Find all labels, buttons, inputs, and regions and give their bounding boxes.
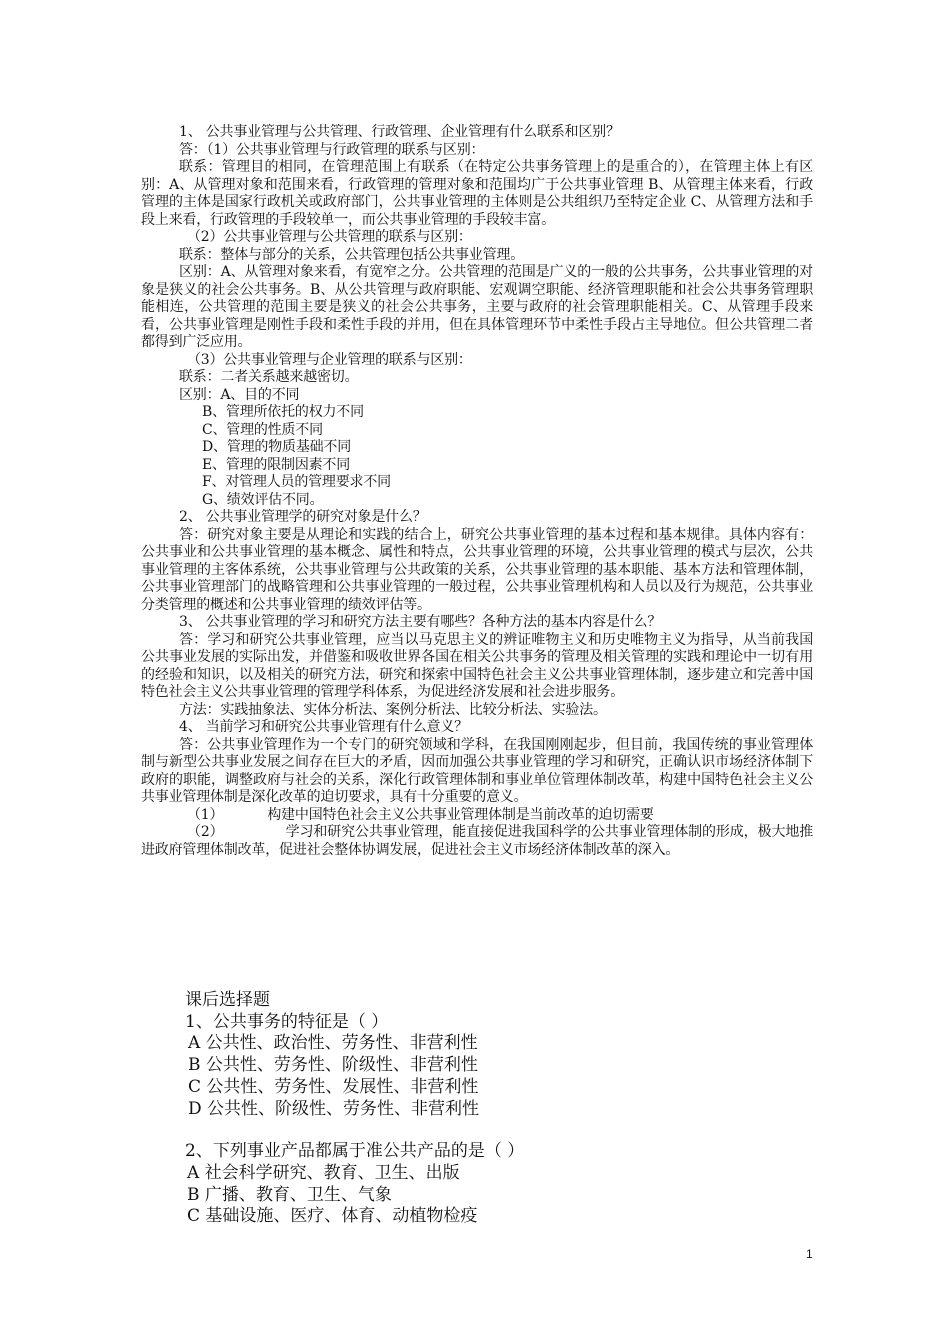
answer-1-part-3-diff-e: E、管理的限制因素不同 — [202, 456, 351, 473]
question-1: 1、 公共事业管理与公共管理、行政管理、企业管理有什么联系和区别？ — [179, 124, 620, 140]
answer-2: 答：研究对象主要是从理论和实践的结合上，研究公共事业管理的基本过程和基本规律。具体内容有：公共事业和公共事业管理的基本概念、属性和特点，公共事业管理的环境，公共事业管理的模式与层次，公共事业管理的主客体系统，公共事业管理与公共政策的关系，公共事业管理的基本职能、基本方法和管理体制，公共事业管理部门的战略管理和公共事业管理的一般过程，公共事业管理机构和人员以及行为规范，公共事业分类管理的概述和公共事业管理的绩效评估等。 — [141, 526, 813, 613]
q1-option-c: C 公共性、劳务性、发展性、非营利性 — [188, 1076, 479, 1097]
answer-1-part-2-diff: 区别：A、从管理对象来看，有宽窄之分。公共管理的范围是广义的一般的公共事务，公共事业管理的对象是狭义的社会公共事务。B、从公共管理与政府职能、宏观调空职能、经济管理职能和社会公共事务管理职能相连，公共管理的范围主要是狭义的社会公共事务，主要与政府的社会管理职能相关。C、从管理手段来看，公共事业管理是刚性手段和柔性手段的并用，但在具体管理环节中柔性手段占主导地位。但公共管理二者都得到广泛应用。 — [141, 264, 813, 350]
answer-1-part-3-diff-g: G、绩效评估不同。 — [202, 491, 324, 508]
qa-section — [141, 124, 813, 859]
answer-1-part-3-diff-d: D、管理的物质基础不同 — [202, 439, 352, 455]
answer-1-part-3-diff-b: B、管理所依托的权力不同 — [202, 404, 364, 420]
answer-4-point-2 — [141, 824, 813, 859]
question-4: 4、 当前学习和研究公共事业管理有什么意义？ — [179, 719, 468, 735]
point-1-number: （1） — [187, 806, 224, 823]
quiz-question-1: 1、公共事务的特征是（ ） — [185, 1011, 389, 1032]
question-2: 2、 公共事业管理学的研究对象是什么？ — [179, 509, 427, 525]
q1-option-b: B 公共性、劳务性、阶级性、非营利性 — [188, 1055, 478, 1076]
q2-option-b: B 广播、教育、卫生、气象 — [187, 1184, 392, 1205]
quiz-section — [185, 990, 745, 1228]
answer-1-part-3-link: 联系：二者关系越来越密切。 — [179, 369, 359, 385]
answer-1-part-1-heading: 答：（1）公共事业管理与行政管理的联系与区别： — [179, 141, 485, 158]
answer-1-part-3-diff-f: F、对管理人员的管理要求不同 — [202, 474, 391, 490]
q2-option-c: C 基础设施、医疗、体育、动植物检疫 — [187, 1206, 478, 1227]
spacer — [185, 1120, 745, 1141]
answer-1-part-2-link: 联系：整体与部分的关系，公共管理包括公共事业管理。 — [179, 246, 524, 263]
page-number: 1 — [806, 1247, 813, 1261]
question-3: 3、 公共事业管理的学习和研究方法主要有哪些？各种方法的基本内容是什么？ — [179, 614, 662, 630]
answer-1-part-3-diff-a: 区别：A、目的不同 — [179, 386, 300, 403]
quiz-question-2: 2、下列事业产品都属于准公共产品的是（ ） — [185, 1141, 525, 1162]
answer-1-part-3-heading: （3）公共事业管理与企业管理的联系与区别： — [187, 351, 472, 368]
answer-1-part-3-diff-c: C、管理的性质不同 — [202, 421, 323, 438]
point-2-number: （2） — [187, 824, 224, 840]
answer-1-part-2-heading: （2）公共事业管理与公共管理的联系与区别： — [187, 229, 472, 245]
answer-3: 答：学习和研究公共事业管理，应当以马克思主义的辨证唯物主义和历史唯物主义为指导，从当前我国公共事业发展的实际出发，并借鉴和吸收世界各国在相关公共事务的管理及相关管理的实践和理论中一切有用的经验和知识，以及相关的研究方法，研究和探索中国特色社会主义公共事业管理体制，逐步建立和完善中国特色社会主义公共事业管理的管理学科体系，为促进经济发展和社会进步服务。 — [141, 631, 813, 700]
answer-1-part-1-body: 联系：管理目的相同，在管理范围上有联系（在特定公共事务管理上的是重合的），在管理主体上有区别：A、从管理对象和范围来看，行政管理的管理对象和范围均广于公共事业管理 B、从管理主体来看，行政管理的主体是国家行政机关或政府部门，公共事业管理的主体则是公共组织乃至特定企业 C、从管理方法和手段上来看，行政管理的手段较单一，而公共事业管理的手段较丰富。 — [141, 159, 813, 228]
q1-option-a: A 公共性、政治性、劳务性、非营利性 — [188, 1033, 478, 1054]
answer-3-methods: 方法：实践抽象法、实体分析法、案例分析法、比较分析法、实验法。 — [179, 701, 607, 718]
quiz-heading: 课后选择题 — [185, 990, 270, 1010]
point-1-text: 构建中国特色社会主义公共事业管理体制是当前改革的迫切需要 — [267, 806, 654, 823]
point-2-text: 学习和研究公共事业管理，能直接促进我国科学的公共事业管理体制的形成，极大地推进政府管理体制改革，促进社会整体协调发展，促进社会主义市场经济体制改革的深入。 — [141, 824, 814, 858]
q2-option-a: A 社会科学研究、教育、卫生、出版 — [187, 1162, 460, 1183]
answer-4-point-1 — [141, 807, 813, 825]
q1-option-d: D 公共性、阶级性、劳务性、非营利性 — [188, 1098, 480, 1119]
answer-4: 答：公共事业管理作为一个专门的研究领域和学科，在我国刚刚起步，但目前，我国传统的事业管理体制与新型公共事业发展之间存在巨大的矛盾，因而加强公共事业管理的学习和研究，正确认识市场经济体制下政府的职能，调整政府与社会的关系，深化行政管理体制和事业单位管理体制改革，构建中国特色社会主义公共事业管理体制是深化改革的迫切要求，具有十分重要的意义。 — [141, 736, 813, 805]
